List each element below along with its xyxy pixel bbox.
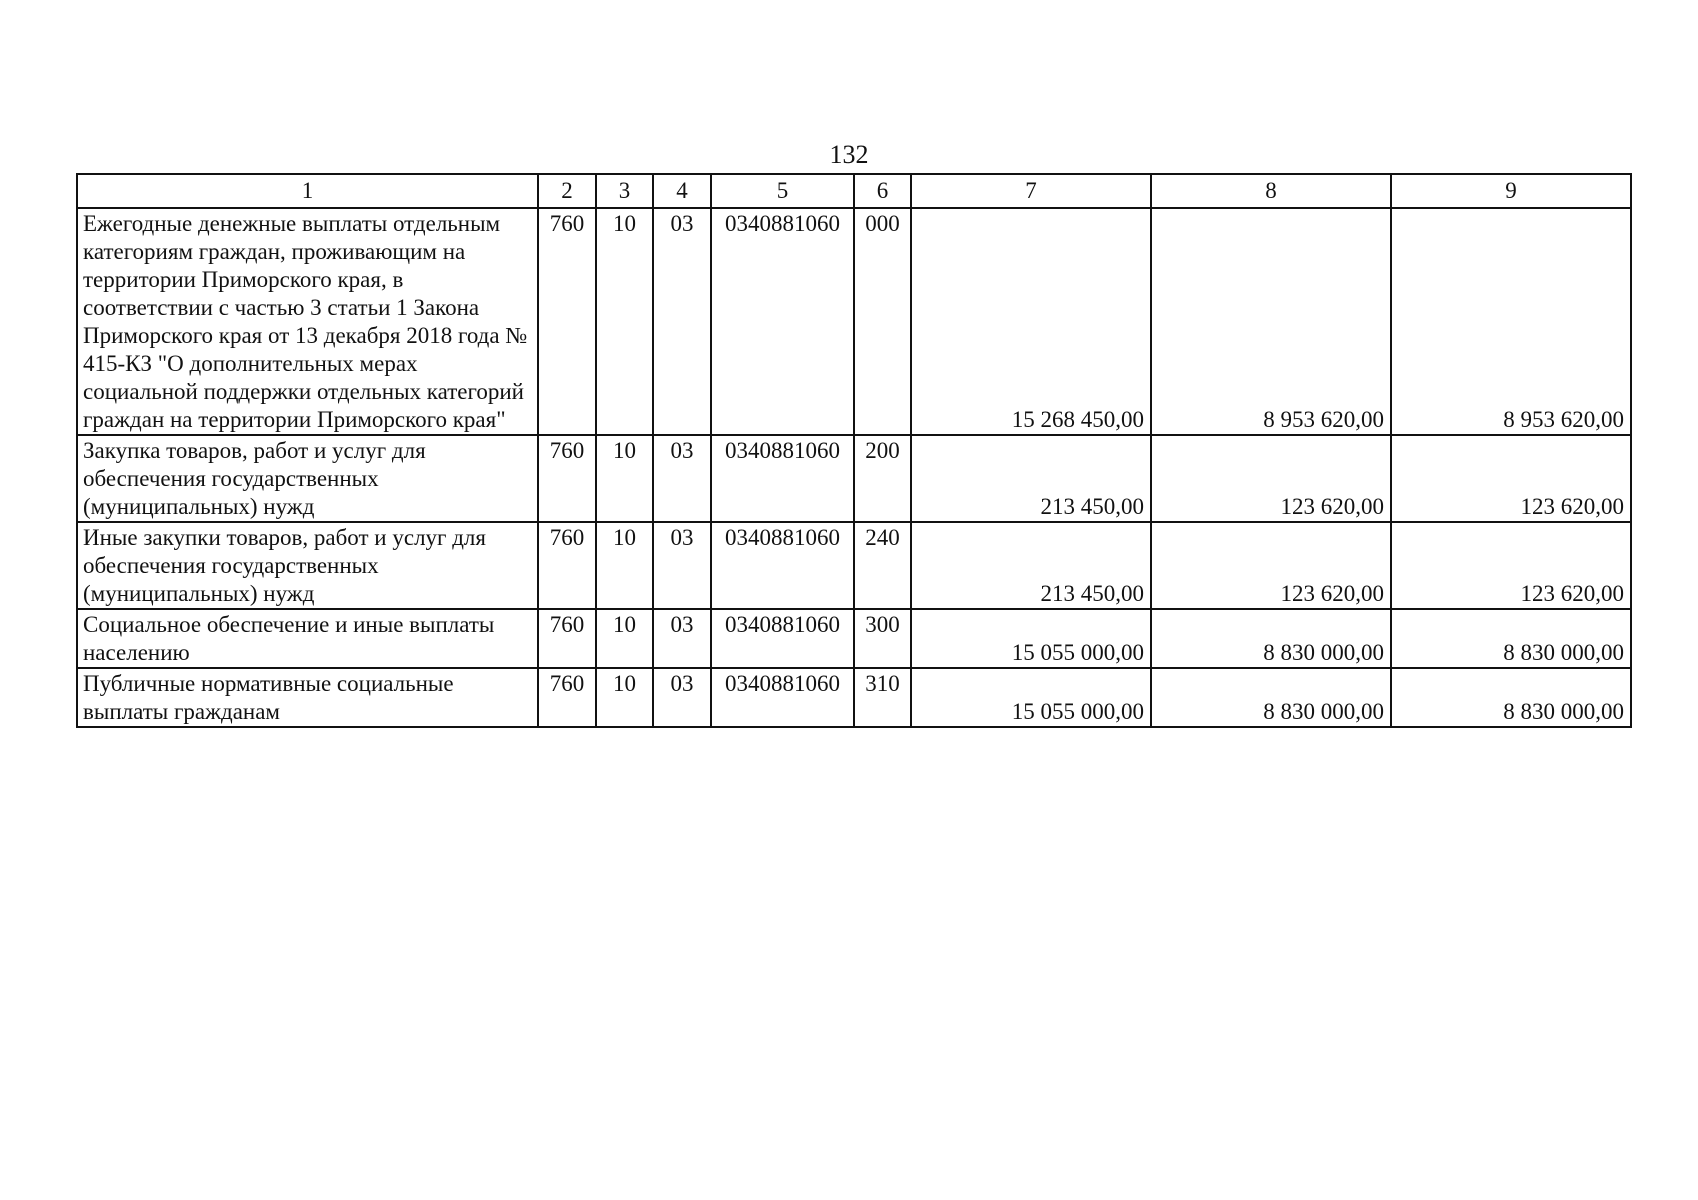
code-cell: 10 (596, 668, 653, 727)
amount-cell: 123 620,00 (1391, 522, 1631, 609)
amount-cell: 8 830 000,00 (1391, 668, 1631, 727)
code-cell: 10 (596, 609, 653, 668)
amount-cell: 123 620,00 (1151, 435, 1391, 522)
header-cell: 7 (911, 174, 1151, 208)
code-cell: 300 (854, 609, 911, 668)
header-cell: 6 (854, 174, 911, 208)
code-cell: 0340881060 (711, 668, 854, 727)
code-cell: 10 (596, 208, 653, 435)
header-cell: 5 (711, 174, 854, 208)
code-cell: 03 (653, 208, 711, 435)
header-cell: 9 (1391, 174, 1631, 208)
code-cell: 310 (854, 668, 911, 727)
code-cell: 0340881060 (711, 522, 854, 609)
code-cell: 240 (854, 522, 911, 609)
code-cell: 000 (854, 208, 911, 435)
code-cell: 760 (538, 668, 596, 727)
amount-cell: 8 830 000,00 (1151, 609, 1391, 668)
code-cell: 03 (653, 668, 711, 727)
code-cell: 200 (854, 435, 911, 522)
code-cell: 760 (538, 208, 596, 435)
code-cell: 03 (653, 609, 711, 668)
amount-cell: 8 830 000,00 (1391, 609, 1631, 668)
code-cell: 760 (538, 609, 596, 668)
row-name: Ежегодные денежные выплаты отдельным категориям граждан, проживающим на территории Приморского края, в соответствии с частью 3 статьи 1 Закона Приморского края от 13 декабря 2018 года № 415-КЗ "О дополнительных мерах социальной поддержки отдельных категорий граждан на территории Приморского края" (77, 208, 538, 435)
code-cell: 10 (596, 435, 653, 522)
amount-cell: 213 450,00 (911, 435, 1151, 522)
code-cell: 10 (596, 522, 653, 609)
page-number: 132 (829, 140, 869, 169)
amount-cell: 8 953 620,00 (1391, 208, 1631, 435)
code-cell: 0340881060 (711, 208, 854, 435)
amount-cell: 123 620,00 (1151, 522, 1391, 609)
code-cell: 03 (653, 435, 711, 522)
budget-table (76, 173, 1632, 728)
code-cell: 0340881060 (711, 609, 854, 668)
amount-cell: 8 830 000,00 (1151, 668, 1391, 727)
header-cell: 1 (77, 174, 538, 208)
amount-cell: 15 268 450,00 (911, 208, 1151, 435)
header-cell: 3 (596, 174, 653, 208)
table-row (77, 609, 1631, 668)
row-name: Закупка товаров, работ и услуг для обеспечения государственных (муниципальных) нужд (77, 435, 538, 522)
amount-cell: 123 620,00 (1391, 435, 1631, 522)
row-name: Публичные нормативные социальные выплаты гражданам (77, 668, 538, 727)
code-cell: 760 (538, 435, 596, 522)
row-name: Социальное обеспечение и иные выплаты населению (77, 609, 538, 668)
amount-cell: 15 055 000,00 (911, 668, 1151, 727)
amount-cell: 15 055 000,00 (911, 609, 1151, 668)
code-cell: 760 (538, 522, 596, 609)
header-cell: 2 (538, 174, 596, 208)
header-cell: 4 (653, 174, 711, 208)
table-row (77, 435, 1631, 522)
table-header-row (77, 174, 1631, 208)
header-cell: 8 (1151, 174, 1391, 208)
table-row (77, 522, 1631, 609)
row-name: Иные закупки товаров, работ и услуг для обеспечения государственных (муниципальных) нужд (77, 522, 538, 609)
table-row (77, 208, 1631, 435)
code-cell: 03 (653, 522, 711, 609)
amount-cell: 8 953 620,00 (1151, 208, 1391, 435)
table-row (77, 668, 1631, 727)
code-cell: 0340881060 (711, 435, 854, 522)
amount-cell: 213 450,00 (911, 522, 1151, 609)
